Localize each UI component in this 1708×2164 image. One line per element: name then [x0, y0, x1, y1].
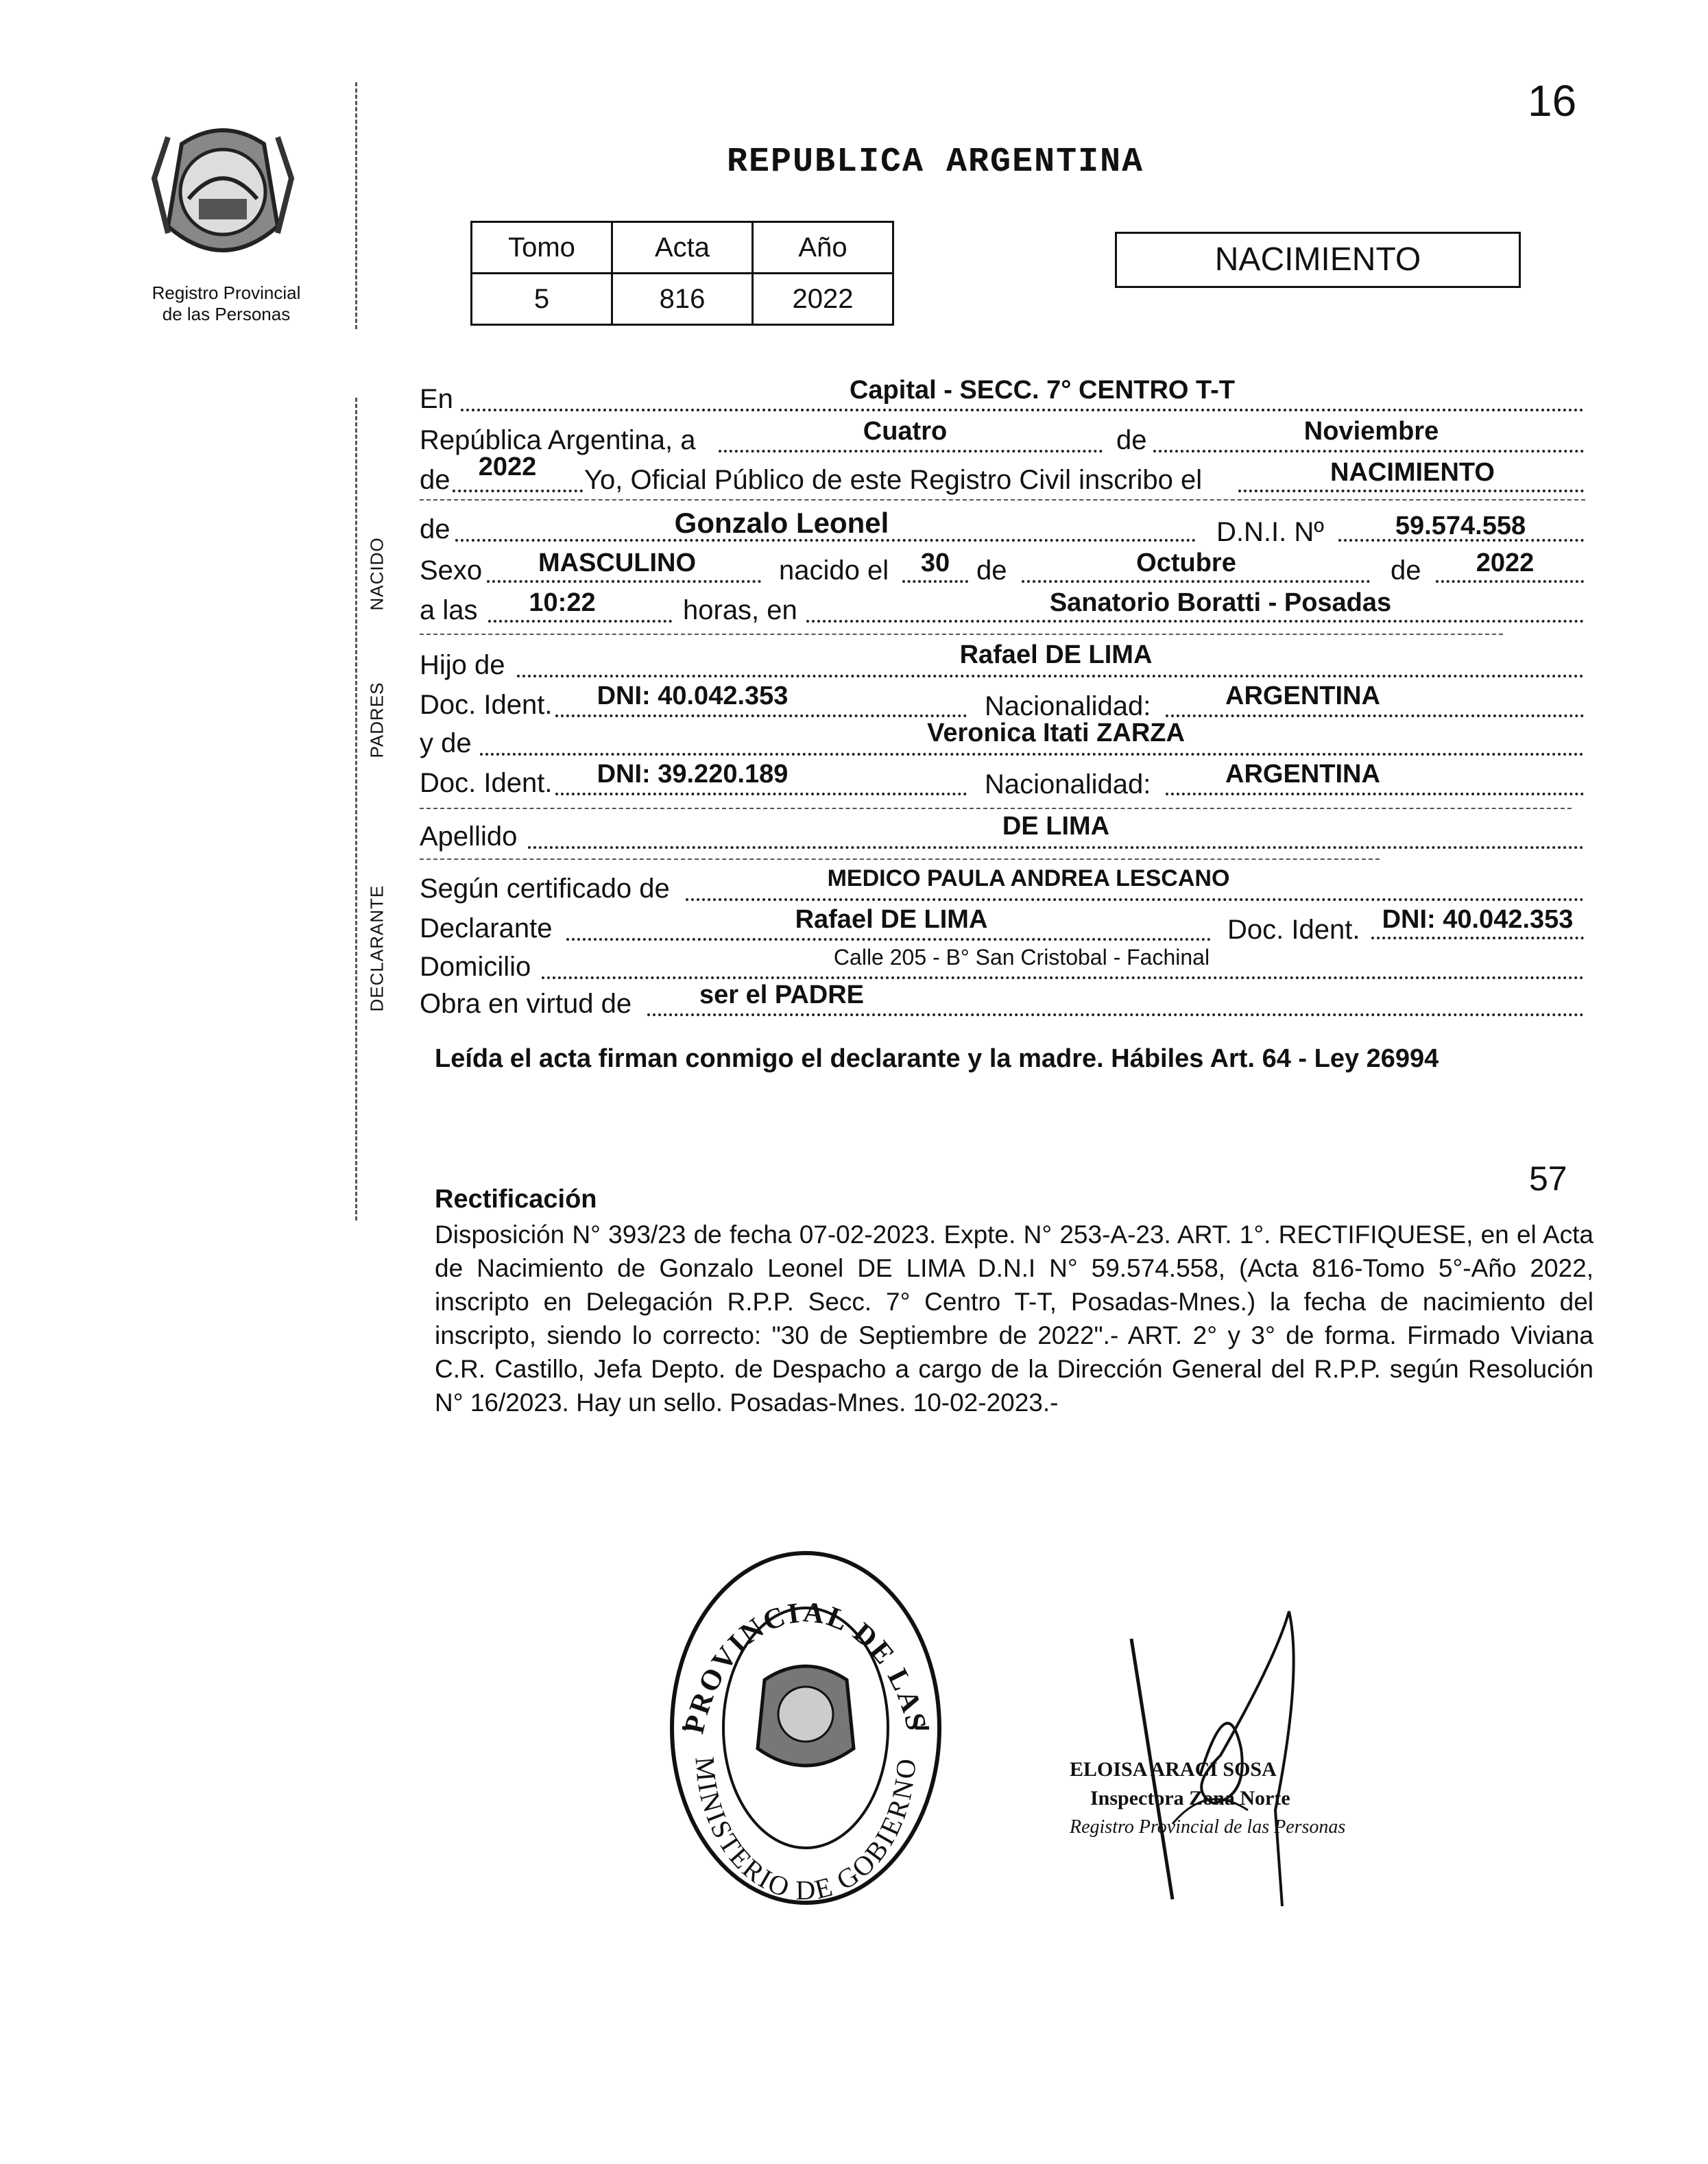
- rectification-title: Rectificación: [435, 1185, 597, 1214]
- field-dia-nac: 30: [920, 549, 950, 577]
- field-padre-nac: ARGENTINA: [1225, 682, 1380, 710]
- field-hora: 10:22: [529, 588, 596, 617]
- field-lugar-nac: Sanatorio Boratti - Posadas: [1049, 588, 1392, 617]
- label-de-anio-nac: de: [1391, 555, 1421, 586]
- label-segun-certificado: Según certificado de: [420, 874, 670, 904]
- logo-caption-line2: de las Personas: [162, 304, 291, 324]
- label-de-year: de: [420, 465, 450, 495]
- field-mes: Noviembre: [1303, 417, 1439, 446]
- field-sexo: MASCULINO: [538, 549, 697, 577]
- label-republica: República Argentina, a: [420, 425, 696, 455]
- field-tipo: NACIMIENTO: [1330, 458, 1495, 487]
- table-header: Año: [753, 222, 893, 274]
- field-certificado: MEDICO PAULA ANDREA LESCANO: [827, 865, 1230, 891]
- label-de: de: [1116, 425, 1147, 455]
- section-label-nacido: NACIDO: [366, 537, 387, 611]
- section-divider: [420, 858, 1380, 860]
- dotted-line: [1238, 490, 1584, 492]
- rectification-text: Disposición N° 393/23 de fecha 07-02-2023. Expte. N° 253-A-23. ART. 1°. RECTIFIQUESE, en el Acta de Nacimiento de Gonzalo Leonel DE LIMA D.N.I N° 59.574.558, (Acta 816-Tomo 5°-Año 2022, inscripto en Delegación R.P.P. Secc. 7° Centro T-T, Posadas-Mnes.) la fecha de nacimiento del inscripto, siendo lo correcto: "30 de Septiembre de 2022".- ART. 2° y 3° de forma. Firmado Viviana C.R. Castillo, Jefa Depto. de Despacho a cargo de la Dirección General del R.P.P. según Resolución N° 16/2023. Hay un sello. Posadas-Mnes. 10-02-2023.-: [435, 1221, 1593, 1417]
- rectification-number: 57: [1529, 1159, 1567, 1198]
- field-madre: Veronica Itati ZARZA: [927, 719, 1185, 747]
- section-divider: [420, 499, 1585, 501]
- dotted-line: [517, 675, 1584, 677]
- label-y-de: y de: [420, 728, 472, 758]
- section-divider: [420, 808, 1572, 809]
- label-doc-ident-declarante: Doc. Ident.: [1227, 915, 1360, 945]
- signatory-title: Inspectora Zona Norte: [1090, 1787, 1290, 1810]
- dotted-line: [461, 409, 1584, 411]
- official-stamp: [655, 1529, 957, 1913]
- signature-block: [1070, 1755, 1345, 1842]
- label-dni: D.N.I. Nº: [1216, 517, 1324, 547]
- table-cell: 2022: [753, 274, 893, 325]
- table-header: Acta: [612, 222, 753, 274]
- dotted-line: [488, 620, 672, 623]
- table-cell: 5: [472, 274, 612, 325]
- section-divider: [420, 634, 1503, 635]
- field-declarante-doc: DNI: 40.042.353: [1382, 905, 1574, 934]
- field-padre: Rafael DE LIMA: [959, 640, 1153, 669]
- label-de-nombre: de: [420, 514, 450, 544]
- label-nacionalidad: Nacionalidad:: [985, 769, 1151, 800]
- dotted-line: [1022, 580, 1370, 583]
- label-nacido-el: nacido el: [779, 555, 889, 586]
- dotted-line: [480, 753, 1584, 756]
- dotted-line: [1371, 937, 1584, 939]
- page-number: 16: [1528, 76, 1577, 125]
- dotted-line: [902, 580, 968, 583]
- label-de-mes-nac: de: [976, 555, 1007, 586]
- logo-caption: [117, 282, 336, 325]
- field-lugar: Capital - SECC. 7° CENTRO T-T: [849, 376, 1236, 405]
- province-emblem-logo: [141, 117, 305, 281]
- dotted-line: [555, 793, 967, 795]
- dotted-line: [1436, 580, 1584, 583]
- label-doc-ident: Doc. Ident.: [420, 768, 553, 798]
- dotted-line: [719, 450, 1103, 453]
- dotted-line: [528, 846, 1584, 849]
- section-label-declarante: DECLARANTE: [366, 885, 387, 1012]
- label-declarante: Declarante: [420, 913, 553, 943]
- dotted-line: [453, 490, 583, 492]
- label-nacionalidad: Nacionalidad:: [985, 691, 1151, 721]
- dotted-line: [455, 539, 1196, 542]
- margin-line: [355, 82, 357, 329]
- field-padre-doc: DNI: 40.042.353: [597, 682, 789, 710]
- dotted-line: [542, 976, 1584, 979]
- dotted-line: [487, 580, 761, 583]
- label-yo-oficial: Yo, Oficial Público de este Registro Civil inscribo el: [584, 465, 1203, 495]
- label-en: En: [420, 384, 453, 414]
- dotted-line: [566, 938, 1211, 941]
- field-madre-nac: ARGENTINA: [1225, 760, 1380, 789]
- field-anio: 2022: [478, 453, 537, 481]
- dotted-line: [686, 898, 1584, 901]
- label-apellido: Apellido: [420, 821, 518, 852]
- dotted-line: [1166, 793, 1584, 795]
- margin-line: [355, 398, 357, 1221]
- dotted-line: [806, 620, 1584, 623]
- emblem-icon: [141, 117, 305, 281]
- field-anio-nac: 2022: [1476, 549, 1535, 577]
- stamp-top-text: PROVINCIAL DE LAS: [678, 1596, 933, 1737]
- document-title: REPUBLICA ARGENTINA: [727, 143, 1144, 182]
- svg-text:MINISTERIO DE GOBIERNO: [689, 1755, 922, 1905]
- field-domicilio: Calle 205 - B° San Cristobal - Fachinal: [833, 945, 1210, 970]
- label-domicilio: Domicilio: [420, 952, 531, 982]
- field-apellido: DE LIMA: [1002, 812, 1110, 841]
- table-header: Tomo: [472, 222, 612, 274]
- signatory-name: ELOISA ARACI SOSA: [1070, 1758, 1277, 1781]
- stamp-bottom-text: MINISTERIO DE GOBIERNO: [689, 1755, 922, 1906]
- dotted-line: [555, 714, 967, 717]
- field-declarante: Rafael DE LIMA: [795, 905, 988, 934]
- label-hijo-de: Hijo de: [420, 650, 505, 680]
- label-sexo: Sexo: [420, 555, 483, 586]
- dotted-line: [647, 1013, 1584, 1016]
- label-a-las: a las: [420, 595, 478, 625]
- field-mes-nac: Octubre: [1136, 549, 1236, 577]
- label-doc-ident: Doc. Ident.: [420, 690, 553, 720]
- field-madre-doc: DNI: 39.220.189: [597, 760, 789, 789]
- dotted-line: [1166, 714, 1584, 717]
- table-cell: 816: [612, 274, 753, 325]
- dotted-line: [1153, 450, 1584, 453]
- stamp-icon: [655, 1529, 957, 1913]
- signatory-org: Registro Provincial de las Personas: [1070, 1816, 1346, 1838]
- field-dia: Cuatro: [863, 417, 948, 446]
- closing-note: Leída el acta firman conmigo el declarante y la madre. Hábiles Art. 64 - Ley 26994: [435, 1044, 1439, 1073]
- field-nombre: Gonzalo Leonel: [674, 507, 889, 539]
- section-label-padres: PADRES: [366, 682, 387, 758]
- field-obra: ser el PADRE: [699, 981, 865, 1009]
- logo-caption-line1: Registro Provincial: [152, 282, 301, 303]
- label-horas-en: horas, en: [683, 595, 797, 625]
- label-obra-en-virtud: Obra en virtud de: [420, 989, 632, 1019]
- record-reference-table: [470, 221, 894, 326]
- field-dni: 59.574.558: [1395, 512, 1526, 540]
- record-type-box: NACIMIENTO: [1115, 232, 1521, 288]
